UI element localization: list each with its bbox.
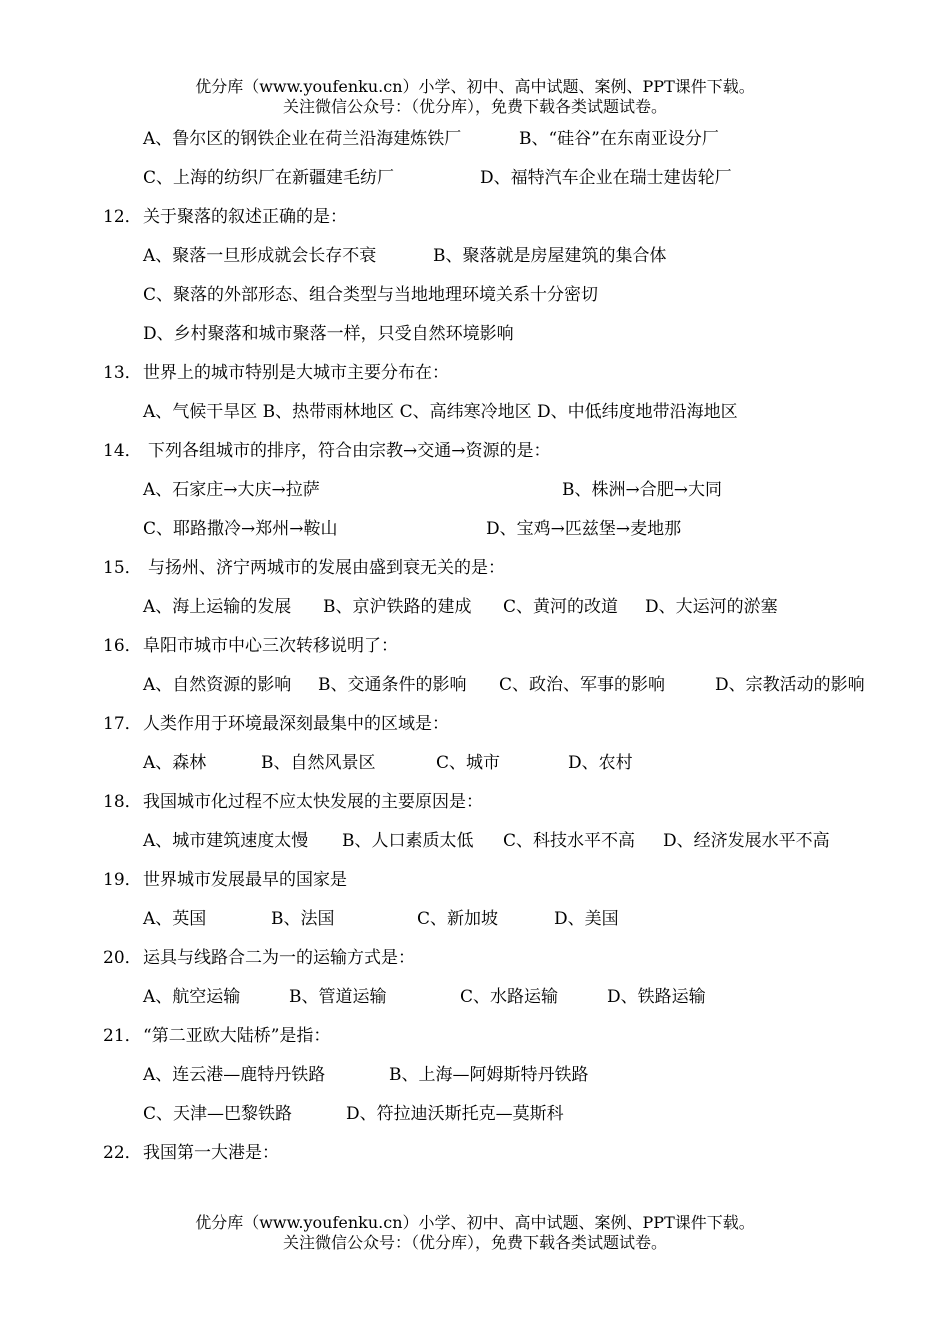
option-b: B、京沪铁路的建成 (323, 597, 472, 617)
option-c: C、天津—巴黎铁路 (143, 1104, 293, 1124)
question-number: 13． (103, 363, 142, 383)
question-stem: 世界城市发展最早的国家是 (143, 870, 347, 890)
option-c: C、耶路撒冷→郑州→鞍山 (143, 519, 338, 539)
option-d: D、符拉迪沃斯托克—莫斯科 (346, 1104, 564, 1124)
footer-line-2: 关注微信公众号：（优分库），免费下载各类试题试卷。 (282, 1233, 667, 1252)
question-number: 17． (103, 714, 142, 734)
question-stem: 世界上的城市特别是大城市主要分布在： (143, 363, 449, 383)
question-stem: 我国第一大港是： (143, 1143, 279, 1163)
option-a: A、聚落一旦形成就会长存不衰 (143, 246, 377, 266)
option-b: B、人口素质太低 (342, 831, 474, 851)
question-number: 22． (103, 1143, 142, 1163)
option-c: C、水路运输 (460, 987, 559, 1007)
options-line: A、气候干旱区 B、热带雨林地区 C、高纬寒冷地区 D、中低纬度地带沿海地区 (143, 402, 738, 422)
question-stem: 下列各组城市的排序，符合由宗教→交通→资源的是： (148, 441, 551, 461)
option-d: D、宝鸡→匹兹堡→麦地那 (486, 519, 682, 539)
option-a: A、海上运输的发展 (143, 597, 292, 617)
option-d: D、大运河的淤塞 (645, 597, 778, 617)
footer-line-1: 优分库（www.youfenku.cn）小学、初中、高中试题、案例、PPT课件下载。 (195, 1213, 755, 1232)
option-a: A、森林 (143, 753, 207, 773)
option-d: D、经济发展水平不高 (663, 831, 830, 851)
option-a: A、鲁尔区的钢铁企业在荷兰沿海建炼铁厂 (143, 129, 462, 149)
question-stem: 人类作用于环境最深刻最集中的区域是： (143, 714, 449, 734)
option-c: C、黄河的改道 (503, 597, 619, 617)
question-stem: 与扬州、济宁两城市的发展由盛到衰无关的是： (148, 558, 505, 578)
question-number: 15． (103, 558, 142, 578)
option-b: B、法国 (271, 909, 335, 929)
option-b: B、自然风景区 (261, 753, 376, 773)
option-b: B、管道运输 (289, 987, 387, 1007)
option-a: A、英国 (143, 909, 207, 929)
option-a: A、城市建筑速度太慢 (143, 831, 309, 851)
option-b: B、“硅谷”在东南亚设分厂 (519, 129, 719, 149)
option-a: A、航空运输 (143, 987, 241, 1007)
option-c: C、政治、军事的影响 (499, 675, 666, 695)
option-b: B、聚落就是房屋建筑的集合体 (433, 246, 667, 266)
option-c: C、上海的纺织厂在新疆建毛纺厂 (143, 168, 395, 188)
question-number: 18． (103, 792, 142, 812)
question-stem: “第二亚欧大陆桥”是指： (143, 1026, 331, 1046)
question-number: 16． (103, 636, 142, 656)
option-c: C、城市 (436, 753, 501, 773)
header-line-2: 关注微信公众号：（优分库），免费下载各类试题试卷。 (282, 97, 667, 116)
option-b: B、交通条件的影响 (318, 675, 467, 695)
option-d: D、宗教活动的影响 (715, 675, 865, 695)
option-d: D、乡村聚落和城市聚落一样，只受自然环境影响 (143, 324, 514, 344)
option-d: D、福特汽车企业在瑞士建齿轮厂 (480, 168, 732, 188)
question-number: 12． (103, 207, 142, 227)
option-a: A、石家庄→大庆→拉萨 (143, 480, 320, 500)
question-stem: 运具与线路合二为一的运输方式是： (143, 948, 415, 968)
option-c: C、科技水平不高 (503, 831, 636, 851)
question-stem: 阜阳市城市中心三次转移说明了： (143, 636, 398, 656)
question-stem: 我国城市化过程不应太快发展的主要原因是： (143, 792, 483, 812)
option-c: C、新加坡 (417, 909, 499, 929)
option-a: A、连云港—鹿特丹铁路 (143, 1065, 326, 1085)
option-a: A、自然资源的影响 (143, 675, 292, 695)
page-header (0, 77, 950, 117)
option-b: B、株洲→合肥→大同 (562, 480, 722, 500)
question-number: 21． (103, 1026, 142, 1046)
page-footer (0, 1213, 950, 1253)
option-d: D、农村 (568, 753, 633, 773)
header-line-1: 优分库（www.youfenku.cn）小学、初中、高中试题、案例、PPT课件下载。 (195, 77, 755, 96)
question-number: 20． (103, 948, 142, 968)
question-stem: 关于聚落的叙述正确的是： (143, 207, 347, 227)
question-number: 19． (103, 870, 142, 890)
option-c: C、聚落的外部形态、组合类型与当地地理环境关系十分密切 (143, 285, 599, 305)
option-d: D、铁路运输 (607, 987, 706, 1007)
question-number: 14． (103, 441, 142, 461)
option-b: B、上海—阿姆斯特丹铁路 (389, 1065, 589, 1085)
option-d: D、美国 (554, 909, 619, 929)
